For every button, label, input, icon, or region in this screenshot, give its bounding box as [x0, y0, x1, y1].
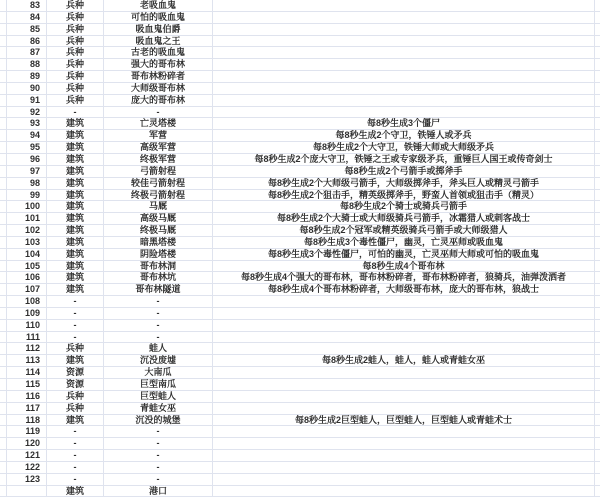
description-cell[interactable] [213, 367, 595, 378]
row-number-cell[interactable]: 86 [7, 36, 47, 47]
table-row [0, 474, 600, 486]
edge-cell [595, 486, 600, 497]
table-row [0, 71, 600, 83]
name-cell[interactable]: 沉没废墟 [104, 355, 213, 366]
description-cell[interactable] [213, 320, 595, 331]
edge-cell [595, 213, 600, 224]
description-cell[interactable] [213, 379, 595, 390]
edge-cell [595, 261, 600, 272]
edge-cell [0, 355, 7, 366]
name-cell[interactable]: - [104, 438, 213, 449]
row-number-cell[interactable]: 105 [7, 261, 47, 272]
name-cell[interactable]: 较佳弓箭射程 [104, 178, 213, 189]
name-cell[interactable]: 吸血鬼之王 [104, 36, 213, 47]
edge-cell [595, 403, 600, 414]
row-number-cell[interactable]: 120 [7, 438, 47, 449]
category-cell[interactable]: 建筑 [47, 142, 104, 153]
edge-cell [595, 391, 600, 402]
description-cell[interactable] [213, 107, 595, 118]
row-number-cell[interactable]: 110 [7, 320, 47, 331]
edge-cell [0, 308, 7, 319]
table-row [0, 59, 600, 71]
row-number-cell[interactable]: 121 [7, 450, 47, 461]
row-number-cell[interactable]: 118 [7, 415, 47, 426]
table-row [0, 24, 600, 36]
category-cell[interactable]: - [47, 320, 104, 331]
edge-cell [0, 474, 7, 485]
row-number-cell[interactable]: 87 [7, 47, 47, 58]
name-cell[interactable]: 高级马厩 [104, 213, 213, 224]
category-cell[interactable]: - [47, 426, 104, 437]
row-number-cell[interactable]: 123 [7, 474, 47, 485]
name-cell[interactable]: - [104, 426, 213, 437]
description-cell[interactable] [213, 308, 595, 319]
category-cell[interactable]: 兵种 [47, 24, 104, 35]
category-cell[interactable]: - [47, 438, 104, 449]
edge-cell [0, 343, 7, 354]
edge-cell [0, 47, 7, 58]
edge-cell [595, 296, 600, 307]
edge-cell [0, 391, 7, 402]
category-cell[interactable]: 兵种 [47, 59, 104, 70]
table-row [0, 308, 600, 320]
row-number-cell[interactable]: 97 [7, 166, 47, 177]
row-number-cell[interactable]: 104 [7, 249, 47, 260]
description-cell[interactable] [213, 71, 595, 82]
edge-cell [0, 95, 7, 106]
row-number-cell[interactable]: 96 [7, 154, 47, 165]
edge-cell [595, 142, 600, 153]
edge-cell [0, 284, 7, 295]
description-cell[interactable] [213, 0, 595, 11]
name-cell[interactable]: 终极军营 [104, 154, 213, 165]
table-row [0, 0, 600, 12]
row-number-cell[interactable]: 99 [7, 190, 47, 201]
edge-cell [595, 474, 600, 485]
name-cell[interactable]: 庞大的哥布林 [104, 95, 213, 106]
name-cell[interactable]: 哥布林粉碎者 [104, 71, 213, 82]
row-number-cell[interactable]: 85 [7, 24, 47, 35]
table-row [0, 415, 600, 427]
table-row [0, 403, 600, 415]
name-cell[interactable]: 大南瓜 [104, 367, 213, 378]
category-cell[interactable]: 建筑 [47, 154, 104, 165]
table-row [0, 343, 600, 355]
edge-cell [595, 343, 600, 354]
category-cell[interactable]: 资源 [47, 367, 104, 378]
row-number-cell[interactable]: 102 [7, 225, 47, 236]
table-row [0, 355, 600, 367]
edge-cell [0, 12, 7, 23]
table-row [0, 83, 600, 95]
description-cell[interactable]: 每8秒生成2个庞大守卫，铁锤之王或专家级矛兵，重锤巨人国王或传奇剑士 [213, 154, 595, 165]
name-cell[interactable]: 老吸血鬼 [104, 0, 213, 11]
edge-cell [595, 272, 600, 283]
row-number-cell[interactable]: 88 [7, 59, 47, 70]
category-cell[interactable]: 建筑 [47, 178, 104, 189]
edge-cell [595, 166, 600, 177]
category-cell[interactable]: 建筑 [47, 237, 104, 248]
edge-cell [595, 462, 600, 473]
edge-cell [0, 438, 7, 449]
edge-cell [0, 166, 7, 177]
table-row-partial [0, 486, 600, 497]
name-cell[interactable]: 哥布林坑 [104, 272, 213, 283]
name-cell[interactable]: - [104, 308, 213, 319]
edge-cell [595, 118, 600, 129]
edge-cell [595, 308, 600, 319]
edge-cell [595, 415, 600, 426]
edge-cell [595, 450, 600, 461]
edge-cell [595, 249, 600, 260]
description-cell[interactable] [213, 450, 595, 461]
description-cell[interactable] [213, 12, 595, 23]
category-cell[interactable]: - [47, 450, 104, 461]
category-cell[interactable]: 兵种 [47, 391, 104, 402]
table-row [0, 462, 600, 474]
category-cell[interactable]: - [47, 107, 104, 118]
table-row [0, 95, 600, 107]
table-row [0, 142, 600, 154]
row-number-cell[interactable]: 91 [7, 95, 47, 106]
category-cell[interactable]: 兵种 [47, 12, 104, 23]
category-cell[interactable]: - [47, 296, 104, 307]
edge-cell [595, 355, 600, 366]
edge-cell [0, 426, 7, 437]
row-number-cell[interactable]: 106 [7, 272, 47, 283]
edge-cell [0, 71, 7, 82]
edge-cell [0, 272, 7, 283]
row-number-cell[interactable]: 89 [7, 71, 47, 82]
edge-cell [595, 0, 600, 11]
name-cell[interactable]: 蛙人 [104, 343, 213, 354]
edge-cell [595, 107, 600, 118]
category-cell[interactable]: 兵种 [47, 403, 104, 414]
description-cell[interactable]: 每8秒生成4个哥布林粉碎者，大师级哥布林，庞大的哥布林，狼战士 [213, 284, 595, 295]
edge-cell [0, 320, 7, 331]
category-cell[interactable]: 建筑 [47, 166, 104, 177]
name-cell[interactable]: - [104, 107, 213, 118]
row-number-cell[interactable]: 115 [7, 379, 47, 390]
name-cell[interactable]: 军营 [104, 130, 213, 141]
row-number-cell[interactable]: 109 [7, 308, 47, 319]
description-cell[interactable] [213, 474, 595, 485]
table-row [0, 178, 600, 190]
description-cell[interactable]: 每8秒生成2个狙击手，精英级掷斧手，野蛮人首领或狙击手（精灵） [213, 190, 595, 201]
edge-cell [0, 130, 7, 141]
name-cell[interactable]: 哥布林隧道 [104, 284, 213, 295]
description-cell[interactable] [213, 83, 595, 94]
name-cell[interactable]: 暗黑塔楼 [104, 237, 213, 248]
row-number-cell[interactable]: 90 [7, 83, 47, 94]
row-number-cell[interactable]: 92 [7, 107, 47, 118]
edge-cell [595, 426, 600, 437]
edge-cell [0, 237, 7, 248]
table-row [0, 450, 600, 462]
name-cell[interactable]: 强大的哥布林 [104, 59, 213, 70]
edge-cell [0, 0, 7, 11]
description-cell[interactable] [213, 391, 595, 402]
row-number-cell[interactable]: 108 [7, 296, 47, 307]
category-cell[interactable]: - [47, 474, 104, 485]
table-row [0, 272, 600, 284]
edge-cell [595, 130, 600, 141]
description-cell[interactable] [213, 403, 595, 414]
description-cell[interactable]: 每8秒生成3个僵尸 [213, 118, 595, 129]
name-cell[interactable]: - [104, 320, 213, 331]
row-number-cell[interactable]: 95 [7, 142, 47, 153]
name-cell[interactable]: 青蛙女巫 [104, 403, 213, 414]
table-row [0, 166, 600, 178]
description-cell[interactable] [213, 343, 595, 354]
description-cell[interactable]: 每8秒生成2蛙人，蛙人，蛙人或青蛙女巫 [213, 355, 595, 366]
description-cell[interactable] [213, 24, 595, 35]
category-cell[interactable]: 建筑 [47, 213, 104, 224]
edge-cell [0, 367, 7, 378]
table-row [0, 237, 600, 249]
description-cell[interactable] [213, 59, 595, 70]
row-number-cell[interactable]: 100 [7, 201, 47, 212]
name-cell[interactable]: 港口 [104, 486, 213, 497]
description-cell[interactable]: 每8秒生成2个大守卫，铁锤大师或大师级矛兵 [213, 142, 595, 153]
name-cell[interactable]: 终极马厩 [104, 225, 213, 236]
edge-cell [595, 24, 600, 35]
table-row [0, 391, 600, 403]
edge-cell [595, 237, 600, 248]
edge-cell [595, 71, 600, 82]
edge-cell [595, 284, 600, 295]
row-number-cell[interactable]: 101 [7, 213, 47, 224]
edge-cell [595, 201, 600, 212]
edge-cell [595, 367, 600, 378]
category-cell[interactable]: 建筑 [47, 486, 104, 497]
name-cell[interactable]: 终极弓箭射程 [104, 190, 213, 201]
table-row [0, 130, 600, 142]
edge-cell [595, 379, 600, 390]
edge-cell [595, 12, 600, 23]
edge-cell [0, 154, 7, 165]
table-row [0, 107, 600, 119]
edge-cell [0, 462, 7, 473]
category-cell[interactable]: - [47, 462, 104, 473]
category-cell[interactable]: 建筑 [47, 225, 104, 236]
table-row [0, 426, 600, 438]
table-row [0, 261, 600, 273]
edge-cell [0, 190, 7, 201]
name-cell[interactable]: 古老的吸血鬼 [104, 47, 213, 58]
description-cell[interactable]: 每8秒生成2个守卫，铁锤人或矛兵 [213, 130, 595, 141]
table-row [0, 367, 600, 379]
row-number-cell[interactable]: 107 [7, 284, 47, 295]
edge-cell [595, 36, 600, 47]
row-number-cell[interactable]: 83 [7, 0, 47, 11]
description-cell[interactable] [213, 438, 595, 449]
edge-cell [0, 83, 7, 94]
description-cell[interactable] [213, 462, 595, 473]
description-cell[interactable]: 每8秒生成2个大师级弓箭手，大师级掷斧手，斧头巨人或精灵弓箭手 [213, 178, 595, 189]
name-cell[interactable]: 阴险塔楼 [104, 249, 213, 260]
table-row [0, 190, 600, 202]
category-cell[interactable]: 兵种 [47, 71, 104, 82]
description-cell[interactable]: 每8秒生成2个大骑士或大师级骑兵弓箭手，冰霜猎人或刺客战士 [213, 213, 595, 224]
row-number-cell[interactable]: 112 [7, 343, 47, 354]
category-cell[interactable]: 兵种 [47, 0, 104, 11]
edge-cell [0, 249, 7, 260]
table-row [0, 12, 600, 24]
row-number-cell[interactable]: 117 [7, 403, 47, 414]
name-cell[interactable]: 弓箭射程 [104, 166, 213, 177]
edge-cell [595, 190, 600, 201]
category-cell[interactable]: 建筑 [47, 415, 104, 426]
category-cell[interactable]: 建筑 [47, 261, 104, 272]
table-row [0, 47, 600, 59]
edge-cell [0, 403, 7, 414]
edge-cell [595, 178, 600, 189]
edge-cell [0, 450, 7, 461]
row-number-cell[interactable]: 94 [7, 130, 47, 141]
row-number-cell[interactable]: 114 [7, 367, 47, 378]
edge-cell [0, 178, 7, 189]
description-cell[interactable]: 每8秒生成2个骑士或骑兵弓箭手 [213, 201, 595, 212]
edge-cell [0, 142, 7, 153]
edge-cell [0, 379, 7, 390]
category-cell[interactable]: 兵种 [47, 343, 104, 354]
edge-cell [0, 107, 7, 118]
name-cell[interactable]: - [104, 462, 213, 473]
category-cell[interactable]: 兵种 [47, 95, 104, 106]
description-cell[interactable] [213, 296, 595, 307]
table-row [0, 320, 600, 332]
category-cell[interactable]: 兵种 [47, 83, 104, 94]
table-row [0, 438, 600, 450]
name-cell[interactable]: 巨型南瓜 [104, 379, 213, 390]
category-cell[interactable]: 建筑 [47, 118, 104, 129]
row-number-cell[interactable]: 84 [7, 12, 47, 23]
edge-cell [595, 225, 600, 236]
name-cell[interactable]: - [104, 332, 213, 343]
category-cell[interactable]: 建筑 [47, 190, 104, 201]
name-cell[interactable]: - [104, 450, 213, 461]
description-cell[interactable] [213, 47, 595, 58]
description-cell[interactable]: 每8秒生成2巨型蛙人，巨型蛙人，巨型蛙人或青蛙术士 [213, 415, 595, 426]
name-cell[interactable]: 可怕的吸血鬼 [104, 12, 213, 23]
table-row [0, 249, 600, 261]
row-number-cell[interactable]: 103 [7, 237, 47, 248]
name-cell[interactable]: 高级军营 [104, 142, 213, 153]
table-row [0, 225, 600, 237]
category-cell[interactable]: 兵种 [47, 47, 104, 58]
name-cell[interactable]: 巨型蛙人 [104, 391, 213, 402]
category-cell[interactable]: - [47, 308, 104, 319]
name-cell[interactable]: 大师级哥布林 [104, 83, 213, 94]
category-cell[interactable]: 建筑 [47, 284, 104, 295]
table-row [0, 154, 600, 166]
category-cell[interactable]: 资源 [47, 379, 104, 390]
edge-cell [595, 83, 600, 94]
row-number-cell[interactable]: 119 [7, 426, 47, 437]
edge-cell [595, 332, 600, 343]
row-number-cell[interactable] [7, 486, 47, 497]
edge-cell [0, 118, 7, 129]
name-cell[interactable]: - [104, 296, 213, 307]
row-number-cell[interactable]: 122 [7, 462, 47, 473]
name-cell[interactable]: 吸血鬼伯爵 [104, 24, 213, 35]
description-cell[interactable] [213, 486, 595, 497]
edge-cell [0, 225, 7, 236]
category-cell[interactable]: - [47, 332, 104, 343]
table-row [0, 36, 600, 48]
edge-cell [0, 261, 7, 272]
category-cell[interactable]: 建筑 [47, 130, 104, 141]
name-cell[interactable]: 哥布林洞 [104, 261, 213, 272]
edge-cell [595, 95, 600, 106]
description-cell[interactable]: 每8秒生成2个冠军或精英级骑兵弓箭手或大师级猎人 [213, 225, 595, 236]
row-number-cell[interactable]: 113 [7, 355, 47, 366]
edge-cell [595, 154, 600, 165]
edge-cell [595, 59, 600, 70]
row-number-cell[interactable]: 116 [7, 391, 47, 402]
table-row [0, 284, 600, 296]
description-cell[interactable]: 每8秒生成3个毒性僵尸，幽灵，亡灵巫师或吸血鬼 [213, 237, 595, 248]
description-cell[interactable]: 每8秒生成4个强大的哥布林，哥布林粉碎者，哥布林粉碎者，狼骑兵，油弹泼洒者 [213, 272, 595, 283]
table-row [0, 332, 600, 344]
edge-cell [0, 24, 7, 35]
edge-cell [0, 486, 7, 497]
table-row [0, 201, 600, 213]
category-cell[interactable]: 建筑 [47, 201, 104, 212]
category-cell[interactable]: 建筑 [47, 249, 104, 260]
description-cell[interactable]: 每8秒生成2个弓箭手或掷斧手 [213, 166, 595, 177]
edge-cell [0, 332, 7, 343]
name-cell[interactable]: - [104, 474, 213, 485]
table-row [0, 213, 600, 225]
description-cell[interactable] [213, 332, 595, 343]
edge-cell [0, 415, 7, 426]
edge-cell [0, 36, 7, 47]
description-cell[interactable]: 每8秒生成4个哥布林 [213, 261, 595, 272]
edge-cell [0, 59, 7, 70]
category-cell[interactable]: 建筑 [47, 355, 104, 366]
edge-cell [595, 320, 600, 331]
row-number-cell[interactable]: 93 [7, 118, 47, 129]
edge-cell [0, 213, 7, 224]
category-cell[interactable]: 建筑 [47, 272, 104, 283]
name-cell[interactable]: 亡灵塔楼 [104, 118, 213, 129]
description-cell[interactable] [213, 426, 595, 437]
table-row [0, 118, 600, 130]
description-cell[interactable] [213, 95, 595, 106]
table-row [0, 379, 600, 391]
name-cell[interactable]: 马厩 [104, 201, 213, 212]
description-cell[interactable] [213, 36, 595, 47]
table-row [0, 296, 600, 308]
row-number-cell[interactable]: 111 [7, 332, 47, 343]
row-number-cell[interactable]: 98 [7, 178, 47, 189]
edge-cell [595, 438, 600, 449]
category-cell[interactable]: 兵种 [47, 36, 104, 47]
edge-cell [0, 296, 7, 307]
edge-cell [595, 47, 600, 58]
description-cell[interactable]: 每8秒生成3个毒性僵尸，可怕的幽灵，亡灵巫师大师或可怕的吸血鬼 [213, 249, 595, 260]
edge-cell [0, 201, 7, 212]
name-cell[interactable]: 沉没的城堡 [104, 415, 213, 426]
